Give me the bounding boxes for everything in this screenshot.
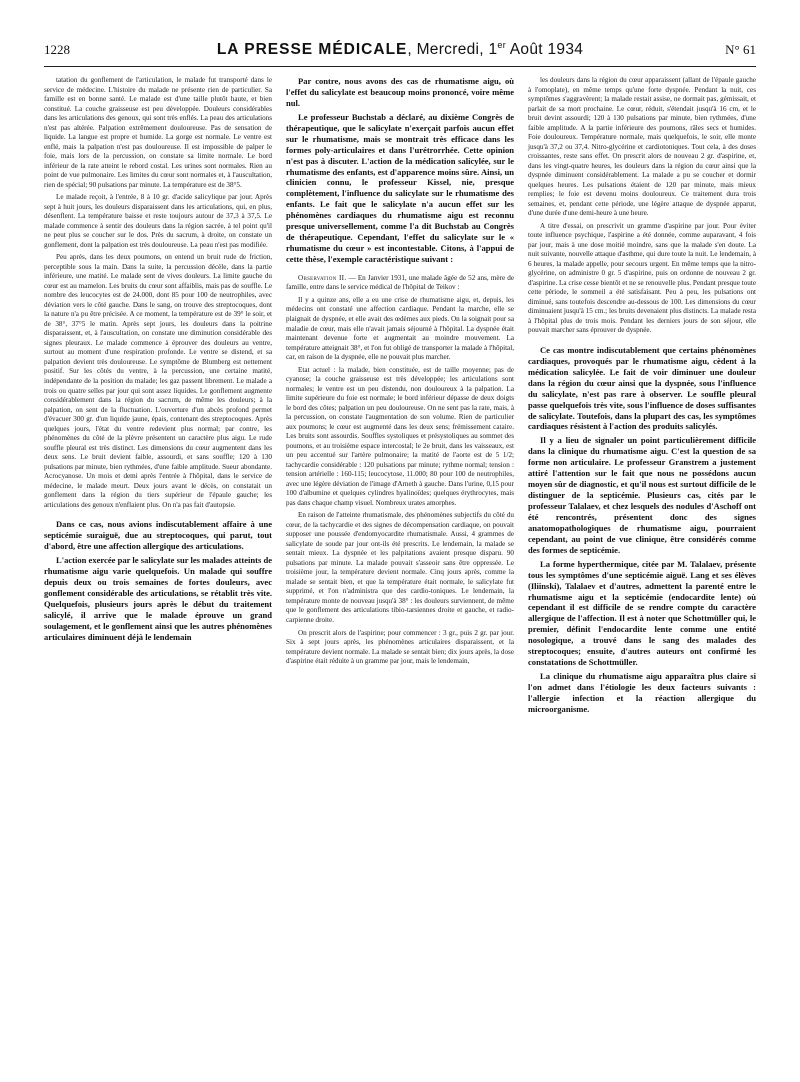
paragraph-text: Peu après, dans les deux poumons, on entend un bruit rude de friction, perceptible sous la main. Dans la suite, la percussion décèle, dans la partie inférieure, une matité. Le malade sent de vives douleurs. La limite gauche du cœur est au mamelon. Les bruits du cœur sont affaiblis, mais pas de souffle. Le nombre des leucocytes est de 24.000, dont 85 pour 100 de neutrophiles, avec déviation vers le côté gauche. Dans le sang, on trouve des streptocoques, dont la nature n'a pu être précisée. A ce moment, la température est de 39° le soir, et de 38°, 37°5 le matin. Après sept jours, les douleurs dans la poitrine disparaissent, et, à l'auscultation, on constate une diminution considérable des signes pleuraux. Le malade commence à éprouver des douleurs au ventre, surtout au moment d'une respiration profonde. Le ventre se distend, et sa palpation devient très douloureuse. Le symptôme de Blumberg est nettement positif. Sur les côtés du ventre, à la percussion, une certaine matité, indépendante de la position du malade; les gaz passent librement. Le malade a trois ou quatre selles par jour qui sont assez liquides. Le gonflement augmente considérablement dans la région du sacrum, de même les douleurs; à la palpation, on sent de la fluctuation. L'ouverture d'un abcès profond permet d'évacuer 300 gr. d'un liquide jaune, épais, contenant des streptocoques. Après quelques jours, l'état du ventre redevient plus normal; par contre, les phénomènes du côté de la plèvre présentent un caractère plus aigu. Le rude souffle pleural est très distinct. Les dimensions du cœur augmentent dans les deux sens. Le bruit devient faible, assourdi, et sans souffle; 120 à 130 pulsations par minute, bien rythmées, d'une faible amplitude. Sueur abondante. Acrocyanose. Un mois et demi après l'entrée à l'hôpital, dans le service de médecine, le malade meurt. Deux jours avant le décès, on constatait un gonflement dans la région du tiers supérieur de l'épaule gauche; les articulations des genoux n'enflaient plus. On n'a pas fait d'autopsie. (44, 253, 272, 509)
paragraph (44, 555, 272, 643)
column-3 (528, 76, 756, 718)
paragraph-text: les douleurs dans la région du cœur apparaissent (allant de l'épaule gauche à l'omoplate), en même temps qu'une forte dyspnée. Pendant la nuit, ces symptômes s'aggravèrent; la malade restait assise, ne dormait pas, gémissait, et parlait de sa mort prochaine. Le cœur, réduit, s'étendait jusqu'à 16 cm, et le bruit devint assourdi; 120 à 130 pulsations par minute, bien rythmées, d'une faible amplitude. A la partie inférieure des poumons, râles secs et humides. Foie douloureux. Température normale, mais quelquefois, le soir, elle monte jusqu'à 37,2 ou 37,4. Nitro-glycérine et cardiotoniques. Tout cela, à des doses croissantes, reste sans effet. On prescrit alors de nouveau 2 gr. d'aspirine, et, dans les vingt-quatre heures, les douleurs dans la région du cœur ainsi que la dyspnée diminuent considérablement. La malade a pu se coucher et dormir quelques heures. Les pulsations étaient de 120 par minute, mais mieux remplies; le foie est devenu moins douloureux. Ce traitement dura trois semaines, et, pendant cette période, une légère attaque de dyspnée apparut, d'une durée d'une demi-heure à une heure. (528, 76, 756, 218)
paragraph-text: Il y a lieu de signaler un point particulièrement difficile dans la clinique du rhumatisme aigu. C'est la question de sa forme non articulaire. Le professeur Granstrem a justement attiré l'attention sur le fait que nous ne possédons aucun moyen sûr de diagnostic, et qu'il nous est surtout difficile de le distinguer de la septicémie. Plusieurs cas, cités par le professeur Talalaev, et chez lesquels des nodules d'Aschoff ont été rencontrés, présentent donc des signes anatomopathologiques de rhumatisme aigu, pourraient cependant, au point de vue clinique, être considérés comme des formes de septicémie. (528, 435, 756, 555)
paragraph (528, 435, 756, 555)
column-2 (286, 76, 514, 718)
paragraph (286, 76, 514, 109)
page-number: 1228 (44, 42, 70, 58)
paragraph (528, 76, 756, 219)
paragraph-text: La forme hyperthermique, citée par M. Talalaev, présente tous les symptômes d'une septicémie aiguë. Lang et ses élèves (Iliinski), Talalaev et d'autres, admettent la parenté entre le rhumatisme aigu et la septicémie (endocardite lente) où cependant il est difficile de se rendre compte du caractère allergique de l'affection. Il est à noter que Schottmüller qui, le premier, définit l'endocardite lente comme une entité nosologique, a trouvé dans le sang des malades des streptocoques; ensuite, d'autres auteurs ont confirmé les constatations de Schottmüller. (528, 558, 756, 668)
article-columns (44, 76, 756, 718)
issue-date-day: , Mercredi, 1 (407, 41, 498, 59)
paragraph-text: Par contre, nous avons des cas de rhumatisme aigu, où l'effet du salicylate est beaucoup moins prononcé, voire même nul. (286, 76, 514, 108)
paragraph (286, 511, 514, 625)
journal-name: LA PRESSE MÉDICALE (216, 41, 408, 59)
paragraph-text: Dans ce cas, nous avions indiscutablement affaire à une septicémie suraiguë, due au streptocoques, qui parut, tout d'abord, être une affection allergique des articulations. (44, 519, 272, 552)
paragraph-text: En raison de l'atteinte rhumatismale, des phénomènes subjectifs du côté du cœur, de la tachycardie et des signes de décompensation cardiaque, on pouvait supposer une poussée d'endomyocardite rhumatismale. Aussi, 4 grammes de salicylate de soude par jour ont-ils été prescrits. Le lendemain, la malade se sentait mieux. La dyspnée et les palpitations avaient presque disparu. 90 pulsations par minute. La malade pouvait s'asseoir sans être oppressée. Le troisième jour, la température devient normale. Cinq jours après, comme la malade se sentait bien, et que la température était normale, le salicylate fut supprimé, et l'on n'administra que des cardio-toniques. Le lendemain, la température monte de nouveau jusqu'à 38° : les douleurs surviennent, de même que le gonflement des articulations tibio-tarsiennes droite et gauche, et radio-carpienne droite. (286, 511, 514, 624)
observation-heading: Observation II. (298, 273, 347, 282)
paragraph-text: — En Janvier 1931, une malade âgée de 52 ans, mère de famille, entre dans le service médical de l'hôpital de Teikov : (286, 273, 514, 292)
paragraph (286, 629, 514, 667)
paragraph (286, 296, 514, 363)
paragraph-text: tatation du gonflement de l'articulation, le malade fut transporté dans le service de médecine. L'histoire du malade ne présente rien de particulier. Sa famille est en bonne santé. Le malade est d'une taille plutôt haute, et bien constitué. La couche graisseuse est peu développée. Douleurs considérables dans les articulations des genoux, qui sont très enflés. La peau des articulations n'est pas altérée. Palpation extrêmement douloureuse. Pas de sensation de liquide. La langue est propre et humide. La gorge est normale. Le ventre est enflé, mais la palpation n'est pas douloureuse. Il est impossible de palper le foie, mais lors de la percussion, on constate sa limite normale. Le bord inférieur de la rate atteint le rebord costal. Les urines sont normales. Rien au point de vue pulmonaire. Les limites du cœur sont normales et, à l'auscultation, rien de spécial; 90 pulsations par minute. La température est de 38°5. (44, 76, 272, 189)
paragraph-text: Il y a quinze ans, elle a eu une crise de rhumatisme aigu, et, depuis, les médecins ont constaté une affection cardiaque. Pendant la marche, elle se plaignait de dyspnée, et elle avait des œdèmes aux pieds. On la soignait pour sa maladie de cœur, mais elle n'avait jamais séjourné à l'hôpital. La dyspnée était maintenant devenue forte et augmentait au moindre mouvement. La température atteignait 38°, et l'on fut obligé de transporter la malade à l'hôpital, car, en raison de la dyspnée, elle ne pouvait plus marcher. (286, 295, 514, 362)
page-header (44, 40, 756, 67)
issue-date-rest: Août 1934 (506, 41, 584, 59)
paragraph (286, 366, 514, 509)
paragraph (528, 222, 756, 336)
paragraph-text: Le professeur Buchstab a déclaré, au dixième Congrès de thérapeutique, que le salicylate n'exerçait parfois aucun effet sur le rhumatisme, mais se montrait très efficace dans les formes poly-articulaires et dans l'urétrorrhée. Cette opinion n'est pas à discuter. L'action de la médication salicylée, sur le rhumatisme des enfants, est d'apparence moins sûre. Ainsi, un clinicien connu, le professeur Kissel, nie, presque complètement, l'influence du salicylate sur le rhumatisme des enfants. Le fait que le salicylate n'a aucun effet sur les phénomènes cardiaques du rhumatisme aigu est reconnu presque universellement, comme l'a dit Buchstab au Congrès de thérapeutique. Cependant, l'effet du salicylate sur le « rhumatisme du cœur » est incontestable. Citons, à l'appui de cette thèse, l'exemple caractéristique suivant : (286, 111, 514, 264)
paragraph-text: On prescrit alors de l'aspirine; pour commencer : 3 gr., puis 2 gr. par jour. Six à sept jours après, les phénomènes articulaires disparaissent, et la température devient normale. La malade se sentait bien; dix jours après, la dose d'aspirine était réduite à un gramme par jour, mais le lendemain, (286, 628, 514, 666)
issue-number: N° 61 (725, 42, 756, 58)
paragraph (528, 559, 756, 668)
column-1 (44, 76, 272, 718)
paragraph-text: A titre d'essai, on prescrivit un gramme d'aspirine par jour. Pour éviter toute influence psychique, l'aspirine a été donnée, comme auparavant, 4 fois par jour, mais à une dose moitié moindre, sans que la malade s'en doute. La nuit suivante, nouvelle attaque d'asthme, qui dure toute la nuit. Le lendemain, à 6 heures, la malade appelle, pour secours urgent. En même temps que la nitro-glycérine, on administre 0 gr. 5 d'aspirine, puis on ordonne de nouveau 2 gr. d'aspirine. La crise cesse bientôt et ne se renouvelle plus. Pendant presque toute cette période, le sommeil a été satisfaisant. Peu à peu, les pulsations ont diminué, sans toutefois descendre au-dessous de 100. Les dimensions du cœur diminuaient jusqu'à 15 cm.; les bruits devenaient plus distincts. La malade resta à l'hôpital plus de trois mois. Pendant les derniers jours de son séjour, elle pouvait marcher sans éprouver de dyspnée. (528, 221, 756, 335)
paragraph (44, 76, 272, 190)
paragraph (44, 519, 272, 552)
paragraph-text: Etat actuel : la malade, bien constituée, est de taille moyenne; pas de cyanose; la couche graisseuse est très développée; les articulations sont normales; le ventre est un peu distendu, non douloureux à la palpation. La limite supérieure du foie est normale; le bord inférieur dépasse de deux doigts le bord des côtes; palpation un peu douloureuse. On ne sent pas la rate, mais, à la percussion, on constate l'augmentation de son volume. Rien de particulier aux poumons; le cœur est augmenté dans les deux sens; frémissement cataire. Les bruits sont assourdis. Souffles systoliques et présystoliques au sommet des poumons, et au troisième espace intercostal; le 2e bruit, dans les vaisseaux, est un peu accentué sur l'artère pulmonaire; la matité de l'aorte est de 5 1/2; tachycardie considérable : 120 pulsations par minute; rythme normal; tension : tension artérielle : 160-115; leucocytose, 11.000; 80 pour 100 de neutrophiles, avec une légère déviation de l'image d'Arneth à gauche. Dans l'urine, 0,15 pour 100 d'albumine et quelques cylindres hyalinoïdes; quelques érythrocytes, mais pas dans chaque champ visuel. Nombreux urates amorphes. (286, 365, 514, 507)
issue-date-sup: er (497, 40, 507, 50)
paragraph (528, 345, 756, 433)
paragraph (44, 193, 272, 250)
paragraph (528, 671, 756, 715)
paragraph-text: Ce cas montre indiscutablement que certains phénomènes cardiaques, provoqués par le rhumatisme aigu, cèdent à la médication salicylée. Le fait de voir diminuer une douleur dans la région du cœur ainsi que la dyspnée, sous l'influence du salicylate, n'est pas rare à observer. Le souffle pleural passe quelquefois très vite, sous l'influence de doses suffisantes de salicylate. Toutefois, dans la plupart des cas, les symptômes cardiaques résistent à l'action des produits salicylés. (528, 344, 756, 432)
paragraph (286, 274, 514, 293)
paragraph-text: La clinique du rhumatisme aigu apparaîtra plus claire si l'on admet dans l'étiologie les deux facteurs suivants : l'allergie infection et la réaction allergique du microorganisme. (528, 671, 756, 714)
paragraph (286, 112, 514, 265)
paragraph-text: L'action exercée par le salicylate sur les malades atteints de rhumatisme aigu varie quelquefois. Un malade qui souffre depuis deux ou trois semaines de fortes douleurs, avec gonflement considérable des articulations, se rétablit très vite. Quelquefois, plusieurs jours après le début du traitement salicylé, il arrive que le malade éprouve un grand soulagement, et le gonflement ainsi que les autres phénomènes articulaires diminuent déjà le lendemain (44, 555, 272, 642)
paragraph (44, 253, 272, 510)
paragraph-text: Le malade reçoit, à l'entrée, 8 à 10 gr. d'acide salicylique par jour. Après sept à huit jours, les douleurs disparaissent dans les articulations, qui, en plus, désenflent. La température baisse et reste toujours autour de 37,3 à 37,5. Le malade commence à sentir des douleurs dans la région sacrée, à tel point qu'il ne peut plus se coucher sur le dos. Près du sacrum, à droite, on constate un gonflement, dont la palpation est très douloureuse. La peau n'est pas modifiée. (44, 193, 272, 249)
running-title (114, 40, 686, 59)
